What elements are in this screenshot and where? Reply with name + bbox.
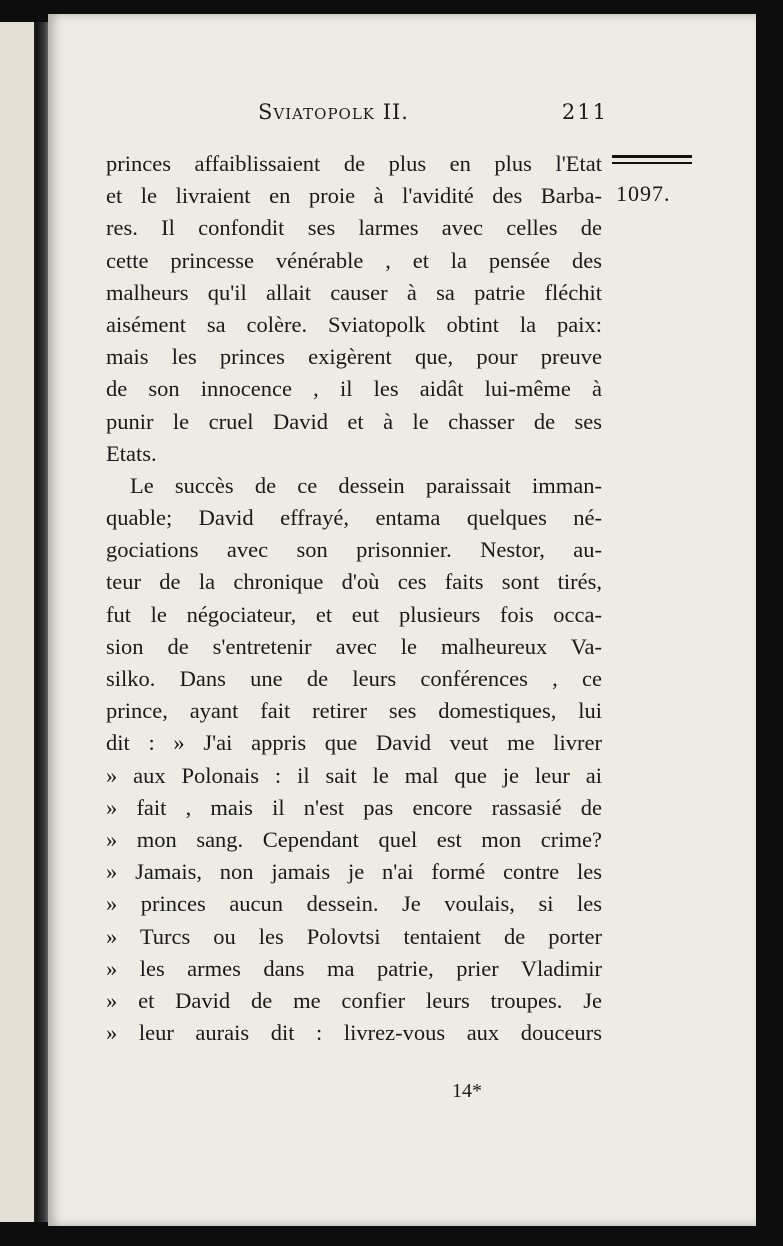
text-line: Le succès de ce dessein paraissait imman- [130,472,602,498]
margin-year-note: 1097. [616,181,671,206]
page-header [258,100,618,130]
text-line: sion de s'entretenir avec le malheureux Va- [106,633,602,659]
text-line: » leur aurais dit : livrez-vous aux douceurs [106,1020,602,1046]
text-line: gociations avec son prisonnier. Nestor, au- [106,537,602,563]
text-line: malheurs qu'il allait causer à sa patrie fléchit [106,279,602,305]
text-line: princes affaiblissaient de plus en plus l'Etat [106,151,602,176]
text-line: res. Il confondit ses larmes avec celles de [106,215,602,241]
text-line: » mon sang. Cependant quel est mon crime? [106,826,602,852]
text-line: » les armes dans ma patrie, prier Vladimir [106,955,602,981]
text-line: » Turcs ou les Polovtsi tentaient de porter [106,923,602,949]
text-line: et le livraient en proie à l'avidité des Barba- [106,183,602,209]
text-line: quable; David effrayé, entama quelques né- [106,505,602,531]
text-line: » princes aucun dessein. Je voulais, si les [106,891,602,917]
text-line: Etats. [106,440,157,466]
page-number: 211 [561,100,608,124]
text-line: punir le cruel David et à le chasser de ses [106,408,602,434]
text-line: teur de la chronique d'où ces faits sont tirés, [106,569,602,595]
text-line: de son innocence , il les aidât lui-même à [106,376,602,402]
body-text [106,148,602,1049]
signature-mark: 14* [452,1080,482,1102]
text-line: dit : » J'ai appris que David veut me livrer [106,730,602,756]
text-line: fut le négociateur, et eut plusieurs fois occa- [106,601,602,627]
margin-rule-bottom [612,162,692,164]
text-line: cette princesse vénérable , et la pensée des [106,247,602,273]
text-line: » et David de me confier leurs troupes. Je [106,987,602,1013]
text-line: silko. Dans une de leurs conférences , ce [106,666,602,691]
text-line: » fait , mais il n'est pas encore rassasié de [106,794,602,820]
text-line: prince, ayant fait retirer ses domestiques, lui [106,698,602,724]
margin-rule-top [612,155,692,158]
text-line: mais les princes exigèrent que, pour preuve [106,344,602,370]
text-line: » Jamais, non jamais je n'ai formé contre les [106,859,602,885]
running-head: Sviatopolk II. [258,100,409,124]
left-page-edge [0,22,36,1222]
text-line: » aux Polonais : il sait le mal que je leur ai [106,762,602,788]
text-line: aisément sa colère. Sviatopolk obtint la paix: [106,311,602,337]
